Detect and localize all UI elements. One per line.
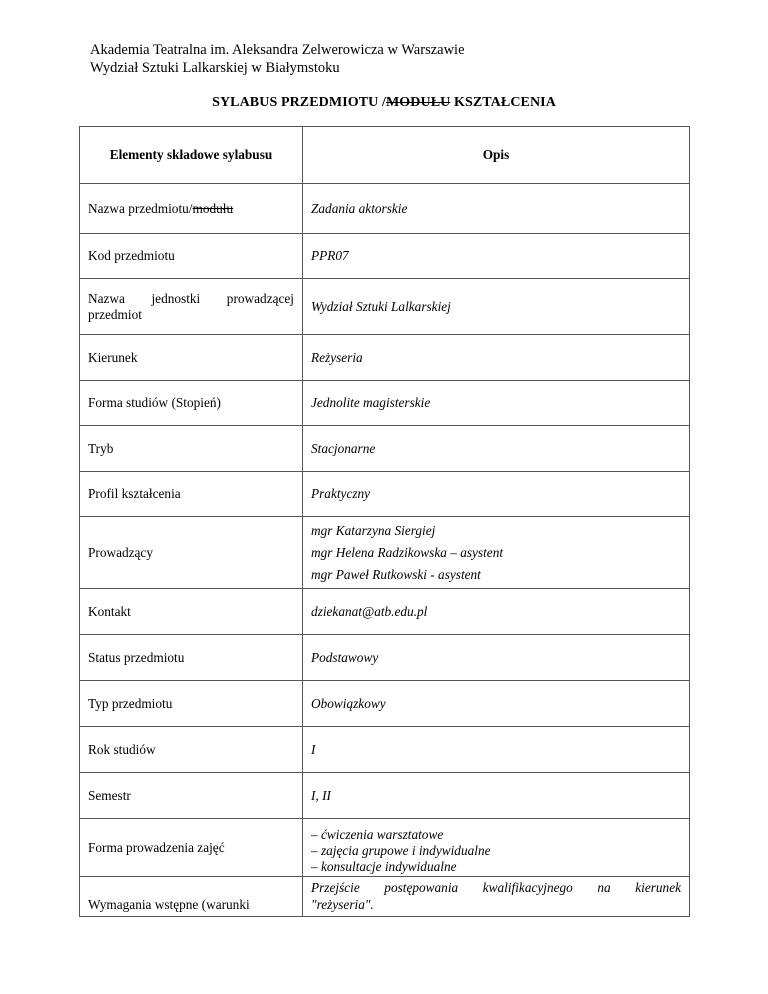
title-suffix: KSZTAŁCENIA (450, 95, 556, 110)
lecturer-entry: mgr Paweł Rutkowski - asystent (311, 566, 481, 582)
row-label-mode: Tryb (80, 426, 303, 472)
row-value-field: Reżyseria (303, 335, 690, 381)
label-prefix: Nazwa przedmiotu/ (88, 200, 193, 216)
row-value-lecturers (303, 517, 690, 589)
requirements-line-2: "reżyseria". (311, 897, 374, 912)
table-row (80, 819, 690, 877)
document-header (90, 41, 465, 77)
row-value-mode: Stacjonarne (303, 426, 690, 472)
row-value-semester: I, II (303, 773, 690, 819)
label-line-2: przedmiot (88, 306, 142, 322)
column-header-description: Opis (303, 127, 690, 184)
syllabus-table (79, 126, 690, 917)
row-value-year: I (303, 727, 690, 773)
table-row (80, 877, 690, 917)
row-value-status: Podstawowy (303, 635, 690, 681)
class-form-item: – zajęcia grupowe i indywidualne (311, 842, 491, 858)
row-label-year: Rok studiów (80, 727, 303, 773)
row-value-course-name: Zadania aktorskie (303, 184, 690, 234)
table-row (80, 381, 690, 426)
row-label-requirements: Wymagania wstępne (warunki (80, 877, 303, 917)
row-label-unit (80, 279, 303, 335)
table-row (80, 335, 690, 381)
table-row (80, 635, 690, 681)
label-line-1: Nazwa jednostki prowadzącej (88, 290, 294, 306)
table-row (80, 773, 690, 819)
row-label-class-form: Forma prowadzenia zajęć (80, 819, 303, 877)
table-row (80, 184, 690, 234)
row-label-contact: Kontakt (80, 589, 303, 635)
lecturer-entry: mgr Helena Radzikowska – asystent (311, 544, 504, 560)
row-label-lecturers: Prowadzący (80, 517, 303, 589)
row-label-semester: Semestr (80, 773, 303, 819)
row-value-type: Obowiązkowy (303, 681, 690, 727)
row-value-course-code: PPR07 (303, 234, 690, 279)
title-struck-word: MODUŁU (385, 95, 451, 110)
row-label-course-name (80, 184, 303, 234)
row-label-field: Kierunek (80, 335, 303, 381)
table-row (80, 279, 690, 335)
table-row (80, 681, 690, 727)
requirements-line-1: Przejście postępowania kwalifikacyjnego na kierunek (311, 880, 681, 895)
table-row (80, 426, 690, 472)
document-title (0, 95, 768, 111)
header-faculty-name: Wydział Sztuki Lalkarskiej w Białymstoku (90, 60, 340, 76)
title-prefix: SYLABUS PRZEDMIOTU / (212, 95, 386, 110)
row-label-study-form: Forma studiów (Stopień) (80, 381, 303, 426)
table-row (80, 472, 690, 517)
table-row (80, 234, 690, 279)
header-academy-name: Akademia Teatralna im. Aleksandra Zelwerowicza w Warszawie (90, 42, 465, 58)
lecturer-entry: mgr Katarzyna Siergiej (311, 522, 436, 538)
row-value-contact-email[interactable]: dziekanat@atb.edu.pl (303, 589, 690, 635)
class-form-item: – ćwiczenia warsztatowe (311, 826, 444, 842)
class-form-item: – konsultacje indywidualne (311, 858, 457, 874)
table-header-row (80, 127, 690, 184)
label-struck: modułu (192, 200, 234, 216)
row-label-course-code: Kod przedmiotu (80, 234, 303, 279)
column-header-elements: Elementy składowe sylabusu (80, 127, 303, 184)
table-row (80, 727, 690, 773)
row-label-profile: Profil kształcenia (80, 472, 303, 517)
row-value-study-form: Jednolite magisterskie (303, 381, 690, 426)
row-value-requirements (303, 877, 690, 917)
row-label-status: Status przedmiotu (80, 635, 303, 681)
table-row (80, 589, 690, 635)
table-row (80, 517, 690, 589)
row-label-type: Typ przedmiotu (80, 681, 303, 727)
row-value-class-form (303, 819, 690, 877)
row-value-profile: Praktyczny (303, 472, 690, 517)
row-value-unit: Wydział Sztuki Lalkarskiej (303, 279, 690, 335)
